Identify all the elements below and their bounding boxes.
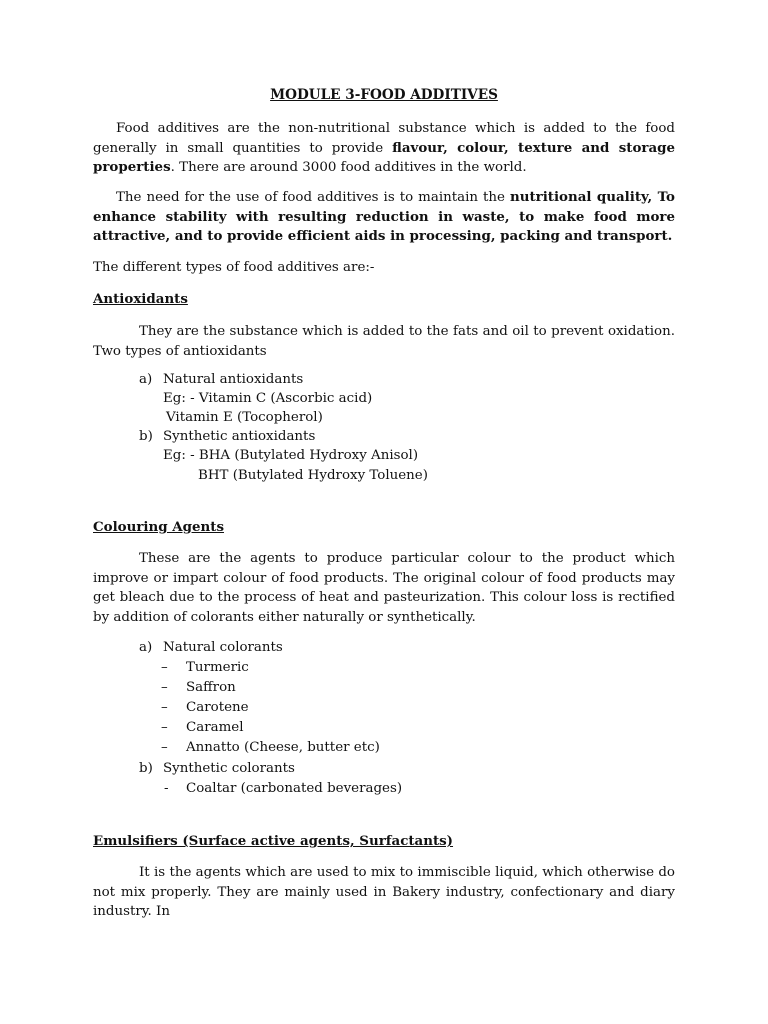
list-item-synthetic-colorants: Synthetic colorants <box>163 761 295 776</box>
list-item: Annatto (Cheese, butter etc) <box>186 740 380 755</box>
list-item-example: BHT (Butylated Hydroxy Toluene) <box>198 468 428 483</box>
intro-paragraph-1 <box>93 119 675 178</box>
dash-marker: – <box>161 680 168 695</box>
intro-p1-end: . There are around 3000 food additives in the world. <box>170 160 527 175</box>
intro-p1-text: Food additives are the non-nutritional substance which is added to the food generally in small quantities to provide <box>93 121 675 156</box>
emulsifiers-paragraph: It is the agents which are used to mix to immiscible liquid, which otherwise do not mix properly. They are mainly used in Bakery industry, confectionary and diary industry. In <box>93 865 675 919</box>
intro-p1-bold: flavour, colour, texture and storage properties <box>93 139 676 175</box>
page-title: MODULE 3-FOOD ADDITIVES <box>270 87 498 103</box>
list-item-natural-antioxidants: Natural antioxidants <box>163 372 304 387</box>
list-item-example: Vitamin E (Tocopherol) <box>166 410 323 425</box>
list-item-natural-colorants: Natural colorants <box>163 640 283 655</box>
intro-p2-bold: nutritional quality, To enhance stability with resulting reduction in waste, to make food more attractive, and to provide efficient aids in processing, packing and transport. <box>93 189 675 244</box>
list-item: Turmeric <box>186 660 249 675</box>
dash-marker: – <box>161 660 168 675</box>
intro-paragraph-2 <box>93 188 675 247</box>
list-marker: b) <box>139 429 153 444</box>
list-item-synthetic-antioxidants: Synthetic antioxidants <box>163 429 316 444</box>
intro-paragraph-3: The different types of food additives are:- <box>93 260 375 275</box>
list-item: Coaltar (carbonated beverages) <box>186 781 403 796</box>
list-item-example: Eg: - BHA (Butylated Hydroxy Anisol) <box>163 448 419 463</box>
list-marker: a) <box>139 372 153 387</box>
antioxidants-heading: Antioxidants <box>93 291 188 307</box>
list-marker: b) <box>139 761 153 776</box>
colouring-agents-heading: Colouring Agents <box>93 519 224 535</box>
list-item: Carotene <box>186 700 249 715</box>
list-item: Caramel <box>186 720 244 735</box>
list-item-example: Eg: - Vitamin C (Ascorbic acid) <box>163 391 373 406</box>
dash-marker: – <box>161 720 168 735</box>
dash-marker: - <box>164 781 169 796</box>
intro-p2-text: The need for the use of food additives is to maintain the <box>116 190 510 205</box>
emulsifiers-heading: Emulsifiers (Surface active agents, Surfactants) <box>93 833 454 849</box>
colouring-paragraph: These are the agents to produce particular colour to the product which improve or impart colour of food products. The original colour of food products may get bleach due to the process of heat and pasteurization. This colour loss is rectified by addition of colorants either naturally or synthetically. <box>93 551 675 625</box>
dash-marker: – <box>161 740 168 755</box>
dash-marker: – <box>161 700 168 715</box>
list-marker: a) <box>139 640 153 655</box>
antioxidants-paragraph: They are the substance which is added to the fats and oil to prevent oxidation. Two types of antioxidants <box>93 324 675 359</box>
list-item: Saffron <box>186 680 236 695</box>
